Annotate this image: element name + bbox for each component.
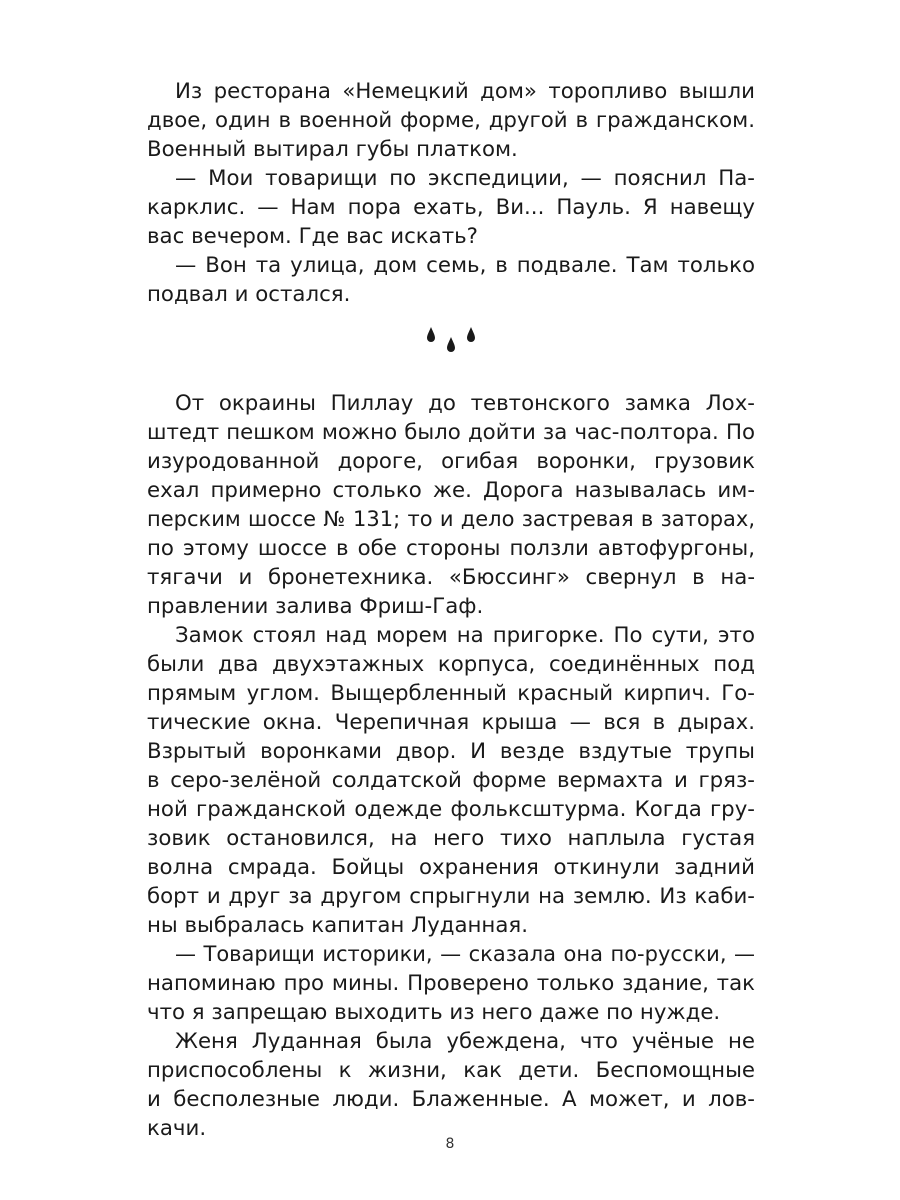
paragraph bbox=[147, 251, 755, 309]
text-line: зовик остановился, на него тихо наплыла густая bbox=[147, 826, 755, 851]
paragraph bbox=[147, 1027, 755, 1143]
text-line: карклис. — Нам пора ехать, Ви... Пауль. Я навещу bbox=[147, 195, 755, 220]
section-separator bbox=[147, 309, 755, 389]
paragraph bbox=[147, 77, 755, 164]
text-line: по этому шоссе в обе стороны ползли автофургоны, bbox=[147, 536, 755, 561]
text-line: ехал примерно столько же. Дорога называлась им- bbox=[147, 478, 755, 503]
text-line: ны выбралась капитан Луданная. bbox=[147, 913, 528, 938]
text-line: ной гражданской одежде фольксштурма. Когда гру- bbox=[147, 797, 755, 822]
text-line: От окраины Пиллау до тевтонского замка Лох- bbox=[175, 391, 755, 416]
text-line: — Вон та улица, дом семь, в подвале. Там только bbox=[175, 253, 755, 278]
paragraph bbox=[147, 389, 755, 621]
paragraph bbox=[147, 621, 755, 940]
text-line: были два двухэтажных корпуса, соединённых под bbox=[147, 652, 755, 677]
page-number: 8 bbox=[445, 1136, 455, 1152]
text-line: что я запрещаю выходить из него даже по нужде. bbox=[147, 1000, 721, 1025]
text-line: — Мои товарищи по экспедиции, — пояснил Па- bbox=[175, 166, 755, 191]
text-line: в серо-зелёной солдатской форме вермахта и гряз- bbox=[147, 768, 755, 793]
text-line: правлении залива Фриш-Гаф. bbox=[147, 594, 484, 619]
text-line: Взрытый воронками двор. И везде вздутые трупы bbox=[147, 739, 755, 764]
three-drops-icon bbox=[423, 325, 479, 355]
text-line: борт и друг за другом спрыгнули на землю. Из каби- bbox=[147, 884, 755, 909]
section-after bbox=[147, 389, 755, 1143]
text-line: тягачи и бронетехника. «Бюссинг» свернул в на- bbox=[147, 565, 755, 590]
text-line: — Товарищи историки, — сказала она по-русски, — bbox=[175, 942, 755, 966]
section-before bbox=[147, 77, 755, 309]
text-line: и бесполезные люди. Блаженные. А может, и лов- bbox=[147, 1087, 755, 1112]
text-line: Замок стоял над морем на пригорке. По сути, это bbox=[175, 623, 755, 648]
paragraph bbox=[147, 164, 755, 251]
text-line: приспособлены к жизни, как дети. Беспомощные bbox=[147, 1058, 755, 1083]
text-line: штедт пешком можно было дойти за час-полтора. По bbox=[147, 420, 755, 445]
text-line: Из ресторана «Немецкий дом» торопливо вышли bbox=[175, 79, 755, 104]
text-block bbox=[147, 77, 755, 1143]
text-line: вас вечером. Где вас искать? bbox=[147, 224, 478, 249]
text-line: волна смрада. Бойцы охранения откинули задний bbox=[147, 855, 755, 880]
text-line: качи. bbox=[147, 1116, 207, 1141]
text-line: тические окна. Черепичная крыша — вся в дырах. bbox=[147, 710, 755, 735]
text-line: Военный вытирал губы платком. bbox=[147, 137, 518, 162]
text-line: изуродованной дороге, огибая воронки, грузовик bbox=[147, 449, 755, 474]
text-line: напоминаю про мины. Проверено только здание, так bbox=[147, 971, 755, 996]
text-line: подвал и остался. bbox=[147, 282, 351, 307]
text-line: Женя Луданная была убеждена, что учёные не bbox=[175, 1029, 755, 1054]
text-line: перским шоссе № 131; то и дело застревая в заторах, bbox=[147, 507, 755, 531]
text-line: двое, один в военной форме, другой в гражданском. bbox=[147, 108, 755, 133]
text-line: прямым углом. Выщербленный красный кирпич. Го- bbox=[147, 681, 755, 706]
paragraph bbox=[147, 940, 755, 1027]
